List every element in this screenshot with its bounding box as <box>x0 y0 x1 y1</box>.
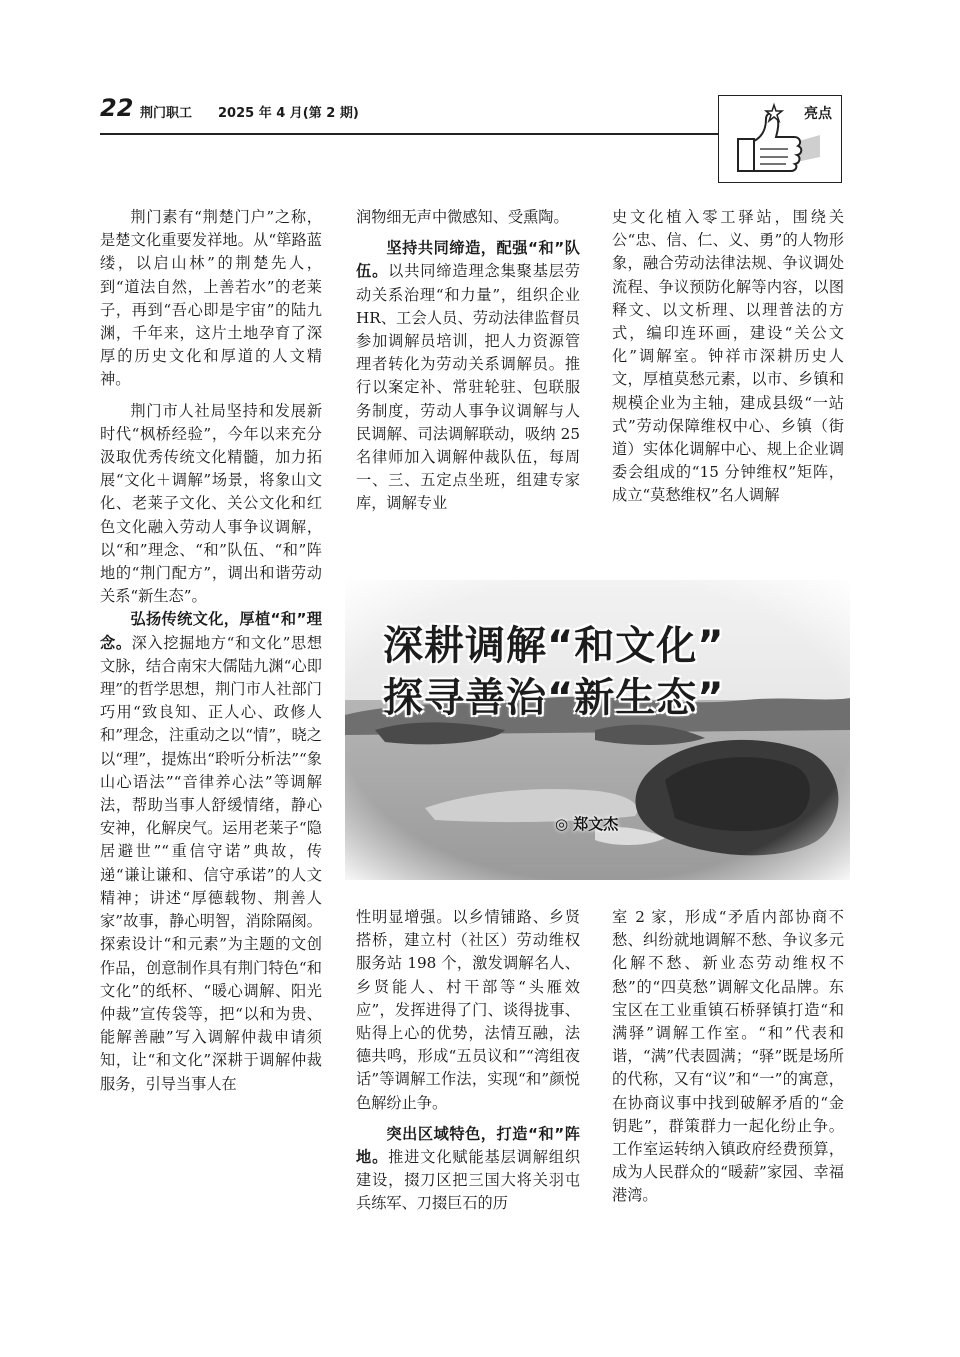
section-heading: 突出区域特色，打造“和”阵地。 <box>356 1124 580 1167</box>
paragraph: 荆门市人社局坚持和发展新时代“枫桥经验”，今年以来充分汲取优秀传统文化精髓，加力拓展“文化＋调解”场景，将象山文化、老莱子文化、关公文化和红色文化融入劳动人事争议调解，以“和”理念、“和”队伍、“和”阵地的“荆门配方”，调出和谐劳动关系“新生态”。 <box>100 401 322 606</box>
article-title-line-1: 深耕调解“和文化” <box>383 623 725 669</box>
column-3-top <box>612 206 844 508</box>
paragraph-body: 推进文化赋能基层调解组织建设，掇刀区把三国大将关羽屯兵练军、刀掇巨石的历 <box>356 1148 580 1213</box>
paragraph-body: 深入挖掘地方“和文化”思想文脉，结合南宋大儒陆九渊“心即理”的哲学思想，荆门市人社部门巧用“致良知、正人心、政修人和”理念，注重动之以“情”，晓之以“理”，提炼出“聆听分析法”“象山心语法”“音律养心法”等调解法，帮助当事人舒缓情绪，静心安神，化解戾气。运用老莱子“隐居避世”“重信守诺”典故，传递“谦让谦和、信守承诺”的人文精神；讲述“厚德载物、荆善人家”故事，静心明智，消除隔阂。探索设计“和元素”为主题的文创作品，创意制作具有荆门特色“和文化”的纸杯、“暖心调解、阳光仲裁”宣传袋等，把“以和为贵、能解善融”写入调解仲裁申请须知，让“和文化”深耕于调解仲裁服务，引导当事人在 <box>100 633 323 1093</box>
section-heading: 弘扬传统文化，厚植“和”理念。 <box>100 610 322 652</box>
paragraph-body: 以共同缔造理念集聚基层劳动关系治理“和力量”，组织企业 HR、工会人员、劳动法律监督员参加调解员培训，把人力资源管理者转化为劳动关系调解员。推行以案定补、常驻轮驻、包联服务制度，劳动人事争议调解与人民调解、司法调解联动，吸纳 25 名律师加入调解仲裁队伍，每周一、三、五定点坐班，组建专家库，调解专业 <box>356 262 580 513</box>
section-badge <box>718 95 842 183</box>
issue-date: 2025 年 4 月(第 2 期) <box>218 106 359 121</box>
article-title-line-2: 探寻善治“新生态” <box>383 675 725 721</box>
aerial-lake-islands-photo <box>345 580 850 880</box>
column-1 <box>100 206 322 1096</box>
section-heading: 坚持共同缔造，配强“和”队伍。 <box>356 239 580 281</box>
paragraph <box>356 1123 580 1216</box>
section-label: 亮点 <box>804 106 832 122</box>
column-2-top <box>356 206 580 516</box>
paragraph: 史文化植入零工驿站，围绕关公“忠、信、仁、义、勇”的人物形象，融合劳动法律法规、争议调处流程、争议预防化解等内容，以图释文、以文析理、以理普法的方式，编印连环画，建设“关公文化”调解室。钟祥市深耕历史人文，厚植莫愁元素，以市、乡镇和规模企业为主轴，建成县级“一站式”劳动保障维权中心、乡镇（街道）实体化调解中心、规上企业调委会组成的“15 分钟维权”矩阵，成立“莫愁维权”名人调解 <box>612 208 844 505</box>
paragraph: 室 2 家，形成“矛盾内部协商不愁、纠纷就地调解不愁、争议多元化解不愁、新业态劳动维权不愁”的“四莫愁”调解文化品牌。东宝区在工业重镇石桥驿镇打造“和满驿”调解工作室。“和”代表和谐，“满”代表圆满；“驿”既是场所的代称，又有“议”和“一”的寓意，在协商议事中找到破解矛盾的“金钥匙”，群策群力一起化纷止争。工作室运转纳入镇政府经费预算，成为人民群众的“暖薪”家园、幸福港湾。 <box>612 908 844 1205</box>
paragraph: 润物细无声中微感知、受熏陶。 <box>356 208 569 226</box>
page-number: 22 <box>100 94 134 122</box>
paragraph <box>100 608 322 1095</box>
magazine-name: 荆门职工 <box>140 106 193 121</box>
column-3-bottom <box>612 906 844 1208</box>
author-byline: ◎ 郑文杰 <box>555 815 619 833</box>
paragraph <box>356 237 580 515</box>
paragraph: 性明显增强。以乡情铺路、乡贤搭桥，建立村（社区）劳动维权服务站 198 个，激发调解名人、乡贤能人、村干部等“头雁效应”，发挥进得了门、谈得拢事、贴得上心的优势，法情互融，法德共鸣，形成“五员议和”“湾组夜话”等调解工作法，实现“和”颜悦色解纷止争。 <box>356 908 580 1112</box>
header-rule <box>100 133 722 135</box>
paragraph: 荆门素有“荆楚门户”之称，是楚文化重要发祥地。从“筚路蓝缕，以启山林”的荆楚先人，到“道法自然，上善若水”的老莱子，再到“吾心即是宇宙”的陆九渊，千年来，这片土地孕育了深厚的历史文化和厚道的人文精神。 <box>100 208 322 389</box>
column-2-bottom <box>356 906 580 1216</box>
